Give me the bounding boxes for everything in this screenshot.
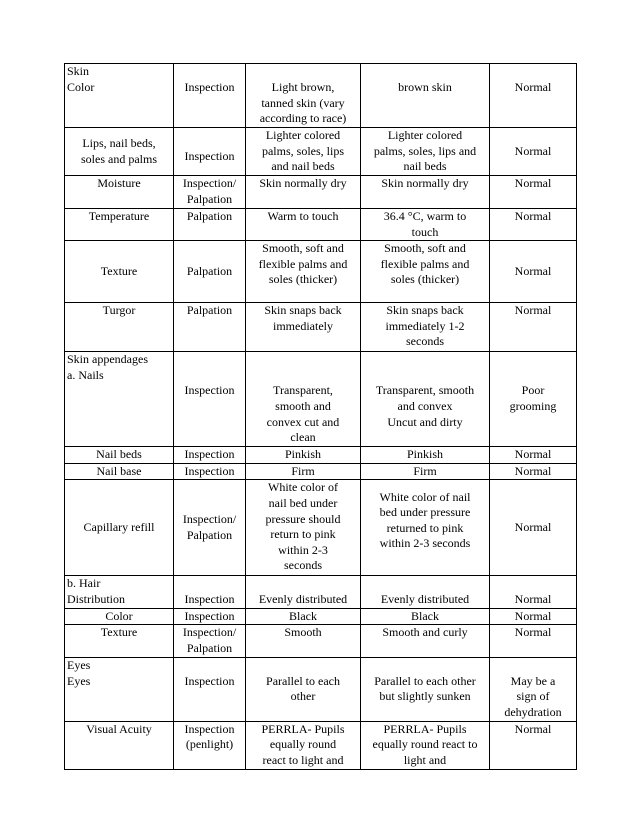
table-cell: Firm [246, 463, 361, 480]
table-cell: Turgor [65, 303, 174, 352]
table-cell: Black [361, 608, 490, 625]
table-cell: Inspection [174, 447, 246, 464]
table-row [65, 241, 577, 303]
table-cell: Normal [490, 209, 577, 241]
table-row [65, 625, 577, 658]
table-row [65, 463, 577, 480]
table-cell: Nail base [65, 463, 174, 480]
table-cell: Normal [490, 241, 577, 303]
table-cell: Lighter colored palms, soles, lips and nail beds [246, 128, 361, 176]
table-cell: Inspection/ Palpation [174, 625, 246, 658]
table-cell: Normal [490, 576, 577, 608]
table-cell: Poor grooming [490, 352, 577, 447]
table-cell: Normal [490, 721, 577, 769]
table-cell: Inspection [174, 352, 246, 447]
table-row [65, 128, 577, 176]
table-cell: Light brown, tanned skin (vary according to race) [246, 64, 361, 128]
table-row [65, 721, 577, 769]
table-cell: Black [246, 608, 361, 625]
table-cell: Firm [361, 463, 490, 480]
table-cell: Capillary refill [65, 480, 174, 576]
table-cell: Lighter colored palms, soles, lips and nail beds [361, 128, 490, 176]
table-cell: Smooth, soft and flexible palms and soles (thicker) [246, 241, 361, 303]
table-cell: Palpation [174, 241, 246, 303]
table-cell: Normal [490, 447, 577, 464]
table-cell: brown skin [361, 64, 490, 128]
table-cell: Inspection [174, 608, 246, 625]
table-cell: Eyes Eyes [65, 658, 174, 721]
table-row [65, 447, 577, 464]
table-cell: Palpation [174, 303, 246, 352]
table-cell: Pinkish [246, 447, 361, 464]
table-cell: Parallel to each other but slightly sunken [361, 658, 490, 721]
table-cell: Transparent, smooth and convex cut and clean [246, 352, 361, 447]
table-cell: Skin snaps back immediately 1-2 seconds [361, 303, 490, 352]
table-cell: Inspection [174, 576, 246, 608]
table-cell: Warm to touch [246, 209, 361, 241]
table-cell: b. Hair Distribution [65, 576, 174, 608]
table-cell: Texture [65, 241, 174, 303]
table-cell: White color of nail bed under pressure should return to pink within 2-3 seconds [246, 480, 361, 576]
table-cell: Inspection/ Palpation [174, 480, 246, 576]
table-cell: Color [65, 608, 174, 625]
table-row [65, 608, 577, 625]
table-cell: Inspection [174, 658, 246, 721]
table-row [65, 64, 577, 128]
table-cell: Nail beds [65, 447, 174, 464]
table-cell: Skin snaps back immediately [246, 303, 361, 352]
table-cell: Skin normally dry [246, 176, 361, 209]
table-cell: Normal [490, 480, 577, 576]
table-cell: Normal [490, 463, 577, 480]
table-cell: Transparent, smooth and convex Uncut and dirty [361, 352, 490, 447]
table-cell: Normal [490, 128, 577, 176]
table-cell: Palpation [174, 209, 246, 241]
table-cell: Inspection/ Palpation [174, 176, 246, 209]
table-cell: May be a sign of dehydration [490, 658, 577, 721]
table-cell: Normal [490, 176, 577, 209]
table-cell: Pinkish [361, 447, 490, 464]
table-cell: Smooth and curly [361, 625, 490, 658]
table-row [65, 658, 577, 721]
table-row [65, 176, 577, 209]
table-cell: Normal [490, 64, 577, 128]
table-cell: Smooth [246, 625, 361, 658]
table-cell: Inspection (penlight) [174, 721, 246, 769]
table-cell: Inspection [174, 463, 246, 480]
table-cell: Normal [490, 608, 577, 625]
table-cell: Texture [65, 625, 174, 658]
table-cell: Skin normally dry [361, 176, 490, 209]
table-row [65, 576, 577, 608]
table-cell: Skin Color [65, 64, 174, 128]
table-row [65, 209, 577, 241]
table-cell: PERRLA- Pupils equally round react to light and [361, 721, 490, 769]
table-cell: PERRLA- Pupils equally round react to light and [246, 721, 361, 769]
table-cell: 36.4 °C, warm to touch [361, 209, 490, 241]
table-cell: Normal [490, 303, 577, 352]
table-cell: Normal [490, 625, 577, 658]
table-row [65, 480, 577, 576]
table-row [65, 303, 577, 352]
table-row [65, 352, 577, 447]
table-cell: White color of nail bed under pressure returned to pink within 2-3 seconds [361, 480, 490, 576]
table-cell: Skin appendages a. Nails [65, 352, 174, 447]
assessment-table [64, 63, 577, 770]
table-cell: Evenly distributed [246, 576, 361, 608]
table-cell: Inspection [174, 128, 246, 176]
table-cell: Smooth, soft and flexible palms and soles (thicker) [361, 241, 490, 303]
table-cell: Lips, nail beds, soles and palms [65, 128, 174, 176]
table-cell: Visual Acuity [65, 721, 174, 769]
table-cell: Inspection [174, 64, 246, 128]
table-cell: Parallel to each other [246, 658, 361, 721]
table-cell: Evenly distributed [361, 576, 490, 608]
table-cell: Moisture [65, 176, 174, 209]
table-cell: Temperature [65, 209, 174, 241]
